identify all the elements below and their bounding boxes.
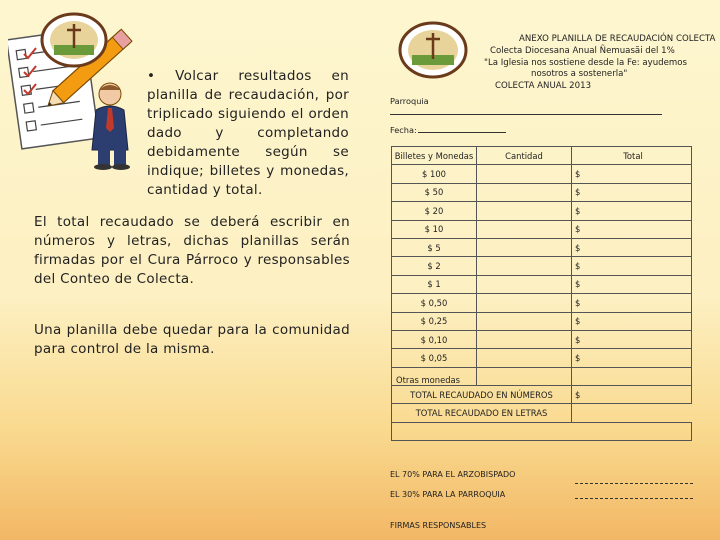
table-row — [392, 202, 692, 220]
table-row — [392, 312, 692, 330]
parroquia-label: Parroquia — [390, 96, 429, 106]
table-row — [392, 330, 692, 348]
total-cell[interactable]: $ — [572, 202, 692, 220]
table-row — [392, 257, 692, 275]
table-row — [392, 183, 692, 201]
parroquia-line[interactable] — [575, 498, 693, 499]
cantidad-cell[interactable] — [477, 330, 572, 348]
denomination: $ 2 — [392, 257, 477, 275]
total-numeros-label: TOTAL RECAUDADO EN NÚMEROS — [392, 386, 572, 404]
denomination: $ 0,25 — [392, 312, 477, 330]
cantidad-cell[interactable] — [477, 275, 572, 293]
table-row-total-letras-label — [392, 404, 692, 422]
instruction-copy: Una planilla debe quedar para la comunidad para control de la misma. — [34, 322, 350, 357]
total-cell[interactable]: $ — [572, 238, 692, 256]
diocese-seal-left — [40, 12, 108, 68]
cantidad-cell[interactable] — [477, 257, 572, 275]
otras-total-cell[interactable] — [572, 367, 692, 385]
total-numeros-cell[interactable]: $ — [572, 386, 692, 404]
total-cell[interactable]: $ — [572, 275, 692, 293]
cantidad-cell[interactable] — [477, 312, 572, 330]
total-cell[interactable]: $ — [572, 183, 692, 201]
table-row-total-numeros — [392, 386, 692, 404]
arzobispado-line[interactable] — [575, 483, 693, 484]
header-title: ANEXO PLANILLA DE RECAUDACIÓN COLECTA — [519, 34, 716, 44]
cantidad-cell[interactable] — [477, 220, 572, 238]
denomination: $ 100 — [392, 165, 477, 183]
table-row-total-letras — [392, 422, 692, 440]
fecha-field[interactable] — [418, 132, 506, 133]
total-cell[interactable]: $ — [572, 294, 692, 312]
diocese-seal-right — [398, 21, 468, 79]
total-letras-field[interactable] — [392, 422, 692, 440]
denomination: $ 1 — [392, 275, 477, 293]
cantidad-cell[interactable] — [477, 202, 572, 220]
cantidad-cell[interactable] — [477, 294, 572, 312]
otras-cantidad-cell[interactable] — [477, 367, 572, 385]
col-cantidad: Cantidad — [477, 147, 572, 165]
instruction-volcar — [147, 67, 349, 200]
cantidad-cell[interactable] — [477, 183, 572, 201]
instruction-total: El total recaudado se deberá escribir en números y letras, dichas planillas serán firmadas por el Cura Párroco y responsables del Conteo de Colecta. — [34, 214, 350, 287]
table-row — [392, 275, 692, 293]
blank-cell — [572, 404, 692, 422]
total-letras-label: TOTAL RECAUDADO EN LETRAS — [392, 404, 572, 422]
header-year: COLECTA ANUAL 2013 — [495, 81, 592, 91]
table-row — [392, 165, 692, 183]
fecha-label: Fecha: — [390, 125, 417, 135]
firmas-responsables: FIRMAS RESPONSABLES — [390, 521, 487, 530]
total-cell[interactable]: $ — [572, 165, 692, 183]
table-header-row — [392, 147, 692, 165]
denomination: $ 0,10 — [392, 330, 477, 348]
total-cell[interactable]: $ — [572, 330, 692, 348]
total-cell[interactable]: $ — [572, 312, 692, 330]
table-row — [392, 294, 692, 312]
parroquia-field[interactable] — [390, 114, 662, 115]
recaudacion-table — [391, 146, 692, 441]
col-total: Total — [572, 147, 692, 165]
cantidad-cell[interactable] — [477, 165, 572, 183]
total-cell[interactable]: $ — [572, 220, 692, 238]
arzobispado-share: EL 70% PARA EL ARZOBISPADO — [390, 470, 516, 479]
parroquia-share: EL 30% PARA LA PARROQUIA — [390, 490, 506, 499]
total-cell[interactable]: $ — [572, 257, 692, 275]
denomination: $ 5 — [392, 238, 477, 256]
denomination: $ 50 — [392, 183, 477, 201]
table-row — [392, 220, 692, 238]
table-row-otras — [392, 367, 692, 385]
otras-monedas-label: Otras monedas — [392, 367, 477, 385]
total-cell[interactable]: $ — [572, 349, 692, 367]
table-row — [392, 349, 692, 367]
denomination: $ 20 — [392, 202, 477, 220]
cantidad-cell[interactable] — [477, 238, 572, 256]
header-subtitle: Colecta Diocesana Anual Ñemuasãi del 1% — [490, 46, 675, 56]
denomination: $ 0,05 — [392, 349, 477, 367]
denomination: $ 10 — [392, 220, 477, 238]
header-motto-2: nosotros a sostenerla" — [531, 69, 628, 79]
table-row — [392, 238, 692, 256]
denomination: $ 0,50 — [392, 294, 477, 312]
col-billetes: Billetes y Monedas — [392, 147, 477, 165]
bullet: • — [147, 68, 156, 84]
cantidad-cell[interactable] — [477, 349, 572, 367]
header-motto-1: "La Iglesia nos sostiene desde la Fe: ayudemos — [484, 58, 688, 68]
instruction-volcar-text: Volcar resultados en planilla de recaudación, por triplicado siguiendo el orden dado y completando debidamente según se indique; billetes y monedas, cantidad y total. — [147, 68, 350, 198]
